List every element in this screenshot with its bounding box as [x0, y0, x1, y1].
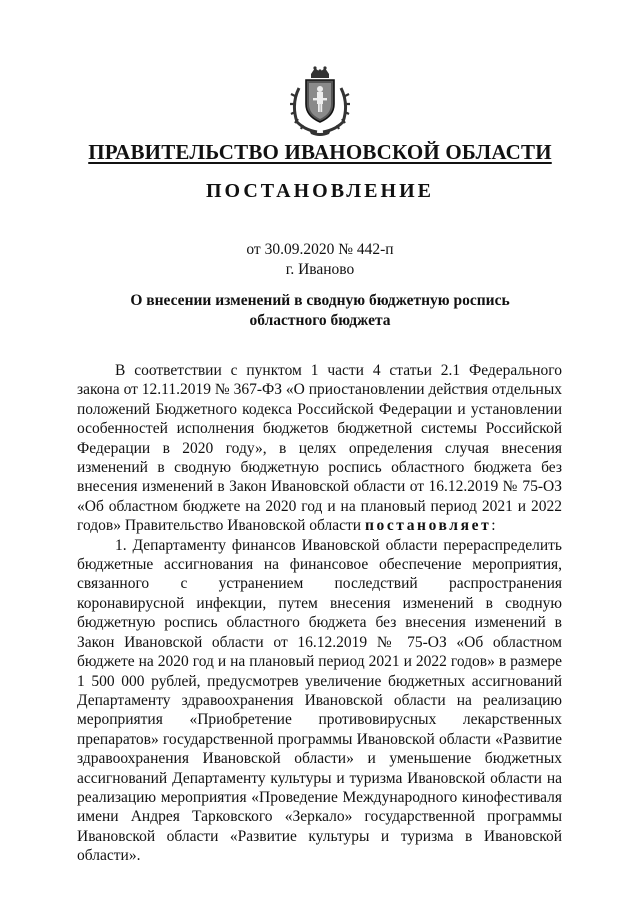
- subject-line-2: областного бюджета: [249, 312, 391, 329]
- item-1-paragraph: 1. Департаменту финансов Ивановской области перераспределить бюджетные ассигнования на финансовое обеспечение мероприятия, связанного с устранением последствий распространения коронавирусной инфекции, путем внесения изменений в сводную бюджетную роспись областного бюджета без внесения изменений в Закон Ивановской области от 16.12.2019 № 75-ОЗ «Об областном бюджете на 2020 год и на плановый период 2021 и 2022 годов» в размере 1 500 000 рублей, предусмотрев увеличение бюджетных ассигнований Департаменту здравоохранения Ивановской области на реализацию мероприятия «Приобретение противовирусных лекарственных препаратов» государственной программы Ивановской области «Развитие здравоохранения Ивановской области» и уменьшение бюджетных ассигнований Департаменту культуры и туризма Ивановской области на реализацию мероприятия «Проведение Международного кинофестиваля имени Андрея Тарковского «Зеркало» государственной программы Ивановской области «Развитие культуры и туризма в Ивановской области».: [77, 536, 562, 865]
- subject-line-1: О внесении изменений в сводную бюджетную роспись: [130, 292, 510, 309]
- decree-word: постановляет: [364, 517, 492, 535]
- date-number: от 30.09.2020 № 442-п: [246, 241, 394, 258]
- preamble-paragraph: [77, 361, 562, 536]
- ivanovo-coat-of-arms-icon: [289, 64, 351, 136]
- decree-colon: :: [491, 517, 496, 535]
- document-type: ПОСТАНОВЛЕНИЕ: [206, 180, 434, 202]
- document-body: [77, 361, 562, 866]
- document-meta: [0, 240, 640, 280]
- preamble-text: В соответствии с пунктом 1 части 4 статьи 2.1 Федерального закона от 12.11.2019 № 367-ФЗ «О приостановлении действия отдельных положений Бюджетного кодекса Российской Федерации и установлении особенностей исполнения бюджетов бюджетной системы Российской Федерации в 2020 году», в целях определения случая внесения изменений в сводную бюджетную роспись областного бюджета без внесения изменений в Закон Ивановской области от 16.12.2019 № 75-ОЗ «Об областном бюджете на 2020 год и на плановый период 2021 и 2022 годов» Правительство Ивановской области: [77, 362, 562, 535]
- organization-title: ПРАВИТЕЛЬСТВО ИВАНОВСКОЙ ОБЛАСТИ: [88, 140, 552, 164]
- city: г. Иваново: [285, 261, 355, 278]
- document-subject: [0, 291, 640, 331]
